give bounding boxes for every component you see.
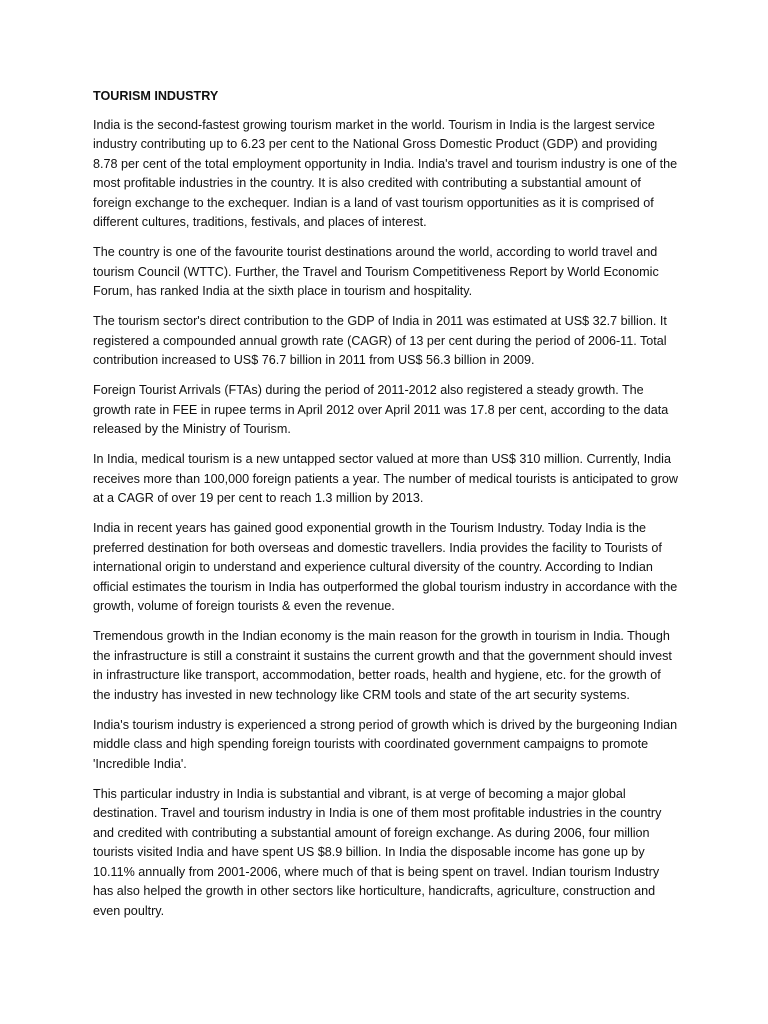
paragraph-gdp-contribution: The tourism sector's direct contribution to the GDP of India in 2011 was estimated at US$ 32.7 billion. It registered a compounded annual growth rate (CAGR) of 13 per cent during the period of 2006-11. Total contribution increased to US$ 76.7 billion in 2011 from US$ 56.3 billion in 2009. [93,314,667,367]
paragraph-foreign-arrivals: Foreign Tourist Arrivals (FTAs) during the period of 2011-2012 also registered a steady growth. The growth rate in FEE in rupee terms in April 2012 over April 2011 was 17.8 per cent, according to the data released by the Ministry of Tourism. [93,383,669,436]
paragraph-economy-growth: Tremendous growth in the Indian economy is the main reason for the growth in tourism in India. Though the infrastructure is still a constraint it sustains the current growth and that the government should invest in infrastructure like transport, accommodation, better roads, health and hygiene, etc. for the growth of the industry has invested in new technology like CRM tools and state of the art security systems. [93,629,672,702]
paragraph-wttc: The country is one of the favourite tourist destinations around the world, according to world travel and tourism Council (WTTC). Further, the Travel and Tourism Competitiveness Report by World Economic Forum, has ranked India at the sixth place in tourism and hospitality. [93,245,659,298]
paragraph-intro: India is the second-fastest growing tourism market in the world. Tourism in India is the largest service industry contributing up to 6.23 per cent to the National Gross Domestic Product (GDP) and providing 8.78 per cent of the total employment opportunity in India. India's travel and tourism industry is one of the most profitable industries in the country. It is also credited with contributing a substantial amount of foreign exchange to the exchequer. Indian is a land of vast tourism opportunities as it is comprised of different cultures, traditions, festivals, and places of interest. [93,117,678,229]
paragraph-exponential-growth: India in recent years has gained good exponential growth in the Tourism Industry. Today India is the preferred destination for both overseas and domestic travellers. India provides the facility to Tourists of international origin to understand and experience cultural diversity of the country. According to Indian official estimates the tourism in India has outperformed the global tourism industry in accordance with the growth, volume of foreign tourists & even the revenue. [93,521,678,613]
document-title: TOURISM INDUSTRY [93,89,219,103]
document-page [93,87,678,932]
paragraph-global-destination: This particular industry in India is substantial and vibrant, is at verge of becoming a major global destination. Travel and tourism industry in India is one of them most profitable industries in the country and credited with contributing a substantial amount of foreign exchange. As during 2006, four million tourists visited India and have spent US $8.9 billion. In India the disposable income has gone up by 10.11% annually from 2001-2006, where much of that is being spent on travel. Indian tourism Industry has also helped the growth in other sectors like horticulture, handicrafts, agriculture, construction and even poultry. [93,786,662,918]
paragraph-medical-tourism: In India, medical tourism is a new untapped sector valued at more than US$ 310 million. Currently, India receives more than 100,000 foreign patients a year. The number of medical tourists is anticipated to grow at a CAGR of over 19 per cent to reach 1.3 million by 2013. [93,452,679,505]
paragraph-incredible-india: India's tourism industry is experienced a strong period of growth which is drived by the burgeoning Indian middle class and high spending foreign tourists with coordinated government campaigns to promote 'Incredible India'. [93,717,678,771]
